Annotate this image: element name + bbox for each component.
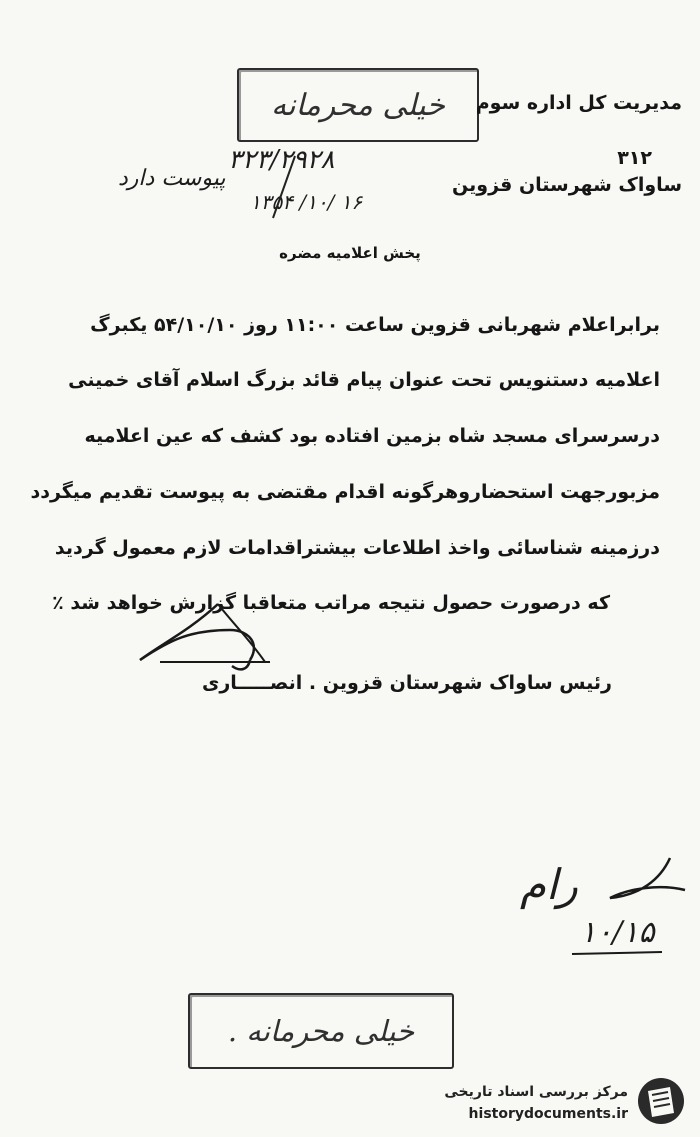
confidential-stamp-top	[237, 68, 479, 142]
handwritten-slash-mark	[265, 152, 305, 222]
body-line-1: برابراعلام شهربانی قزوین ساعت ۱۱:۰۰ روز ۵۴/۱۰/۱۰ یکبرگ	[90, 314, 660, 336]
handwritten-date: ۱۶ /۱۰/ ۱۳۵۴	[250, 190, 363, 214]
sender-line: ساواک شهرستان قزوین	[452, 174, 682, 196]
body-line-2: اعلامیه دستنویس تحت عنوان پیام قائد بزرگ اسلام آقای خمینی	[68, 369, 660, 391]
body-line-3: درسرسرای مسجد شاه بزمین افتاده بود کشف که عین اعلامیه	[84, 425, 660, 447]
handwritten-reference-number: ۳۲۳/۲۹۲۸	[228, 145, 335, 175]
confidential-stamp-bottom-text: خیلی محرمانه .	[227, 1014, 415, 1048]
confidential-stamp-top-text: خیلی محرمانه	[271, 87, 445, 123]
confidential-stamp-bottom	[188, 993, 454, 1069]
handwritten-attachment-note: پیوست دارد	[118, 166, 226, 191]
subject-line: پخش اعلامیه مضره	[279, 244, 421, 262]
handwritten-initials: رام	[520, 860, 578, 909]
archive-logo-icon	[636, 1075, 686, 1127]
archive-watermark-url: historydocuments.ir	[468, 1106, 628, 1122]
handwritten-bottom-date: ۱۰/۱۵	[580, 915, 655, 950]
body-line-6: که درصورت حصول نتیجه مراتب متعاقبا گزارش خواهد شد ٪	[52, 592, 610, 614]
date-underline	[570, 948, 665, 960]
handwritten-signature	[100, 600, 340, 710]
recipient-line: مدیریت کل اداره سوم	[475, 92, 682, 114]
body-line-5: درزمینه شناسائی واخذ اطلاعات بیشتراقدامات لازم معمول گردید	[54, 537, 660, 559]
document-number: ۳۱۲	[617, 147, 652, 169]
body-line-4: مزبورجهت استحضاروهرگونه اقدام مقتضی به پیوست تقدیم میگردد	[30, 481, 660, 503]
archive-watermark-text: مرکز بررسی اسناد تاریخی	[444, 1084, 628, 1100]
signature-title-line: رئیس ساواک شهرستان قزوین . انصـــــاری	[201, 672, 612, 694]
initials-flourish	[600, 850, 690, 910]
